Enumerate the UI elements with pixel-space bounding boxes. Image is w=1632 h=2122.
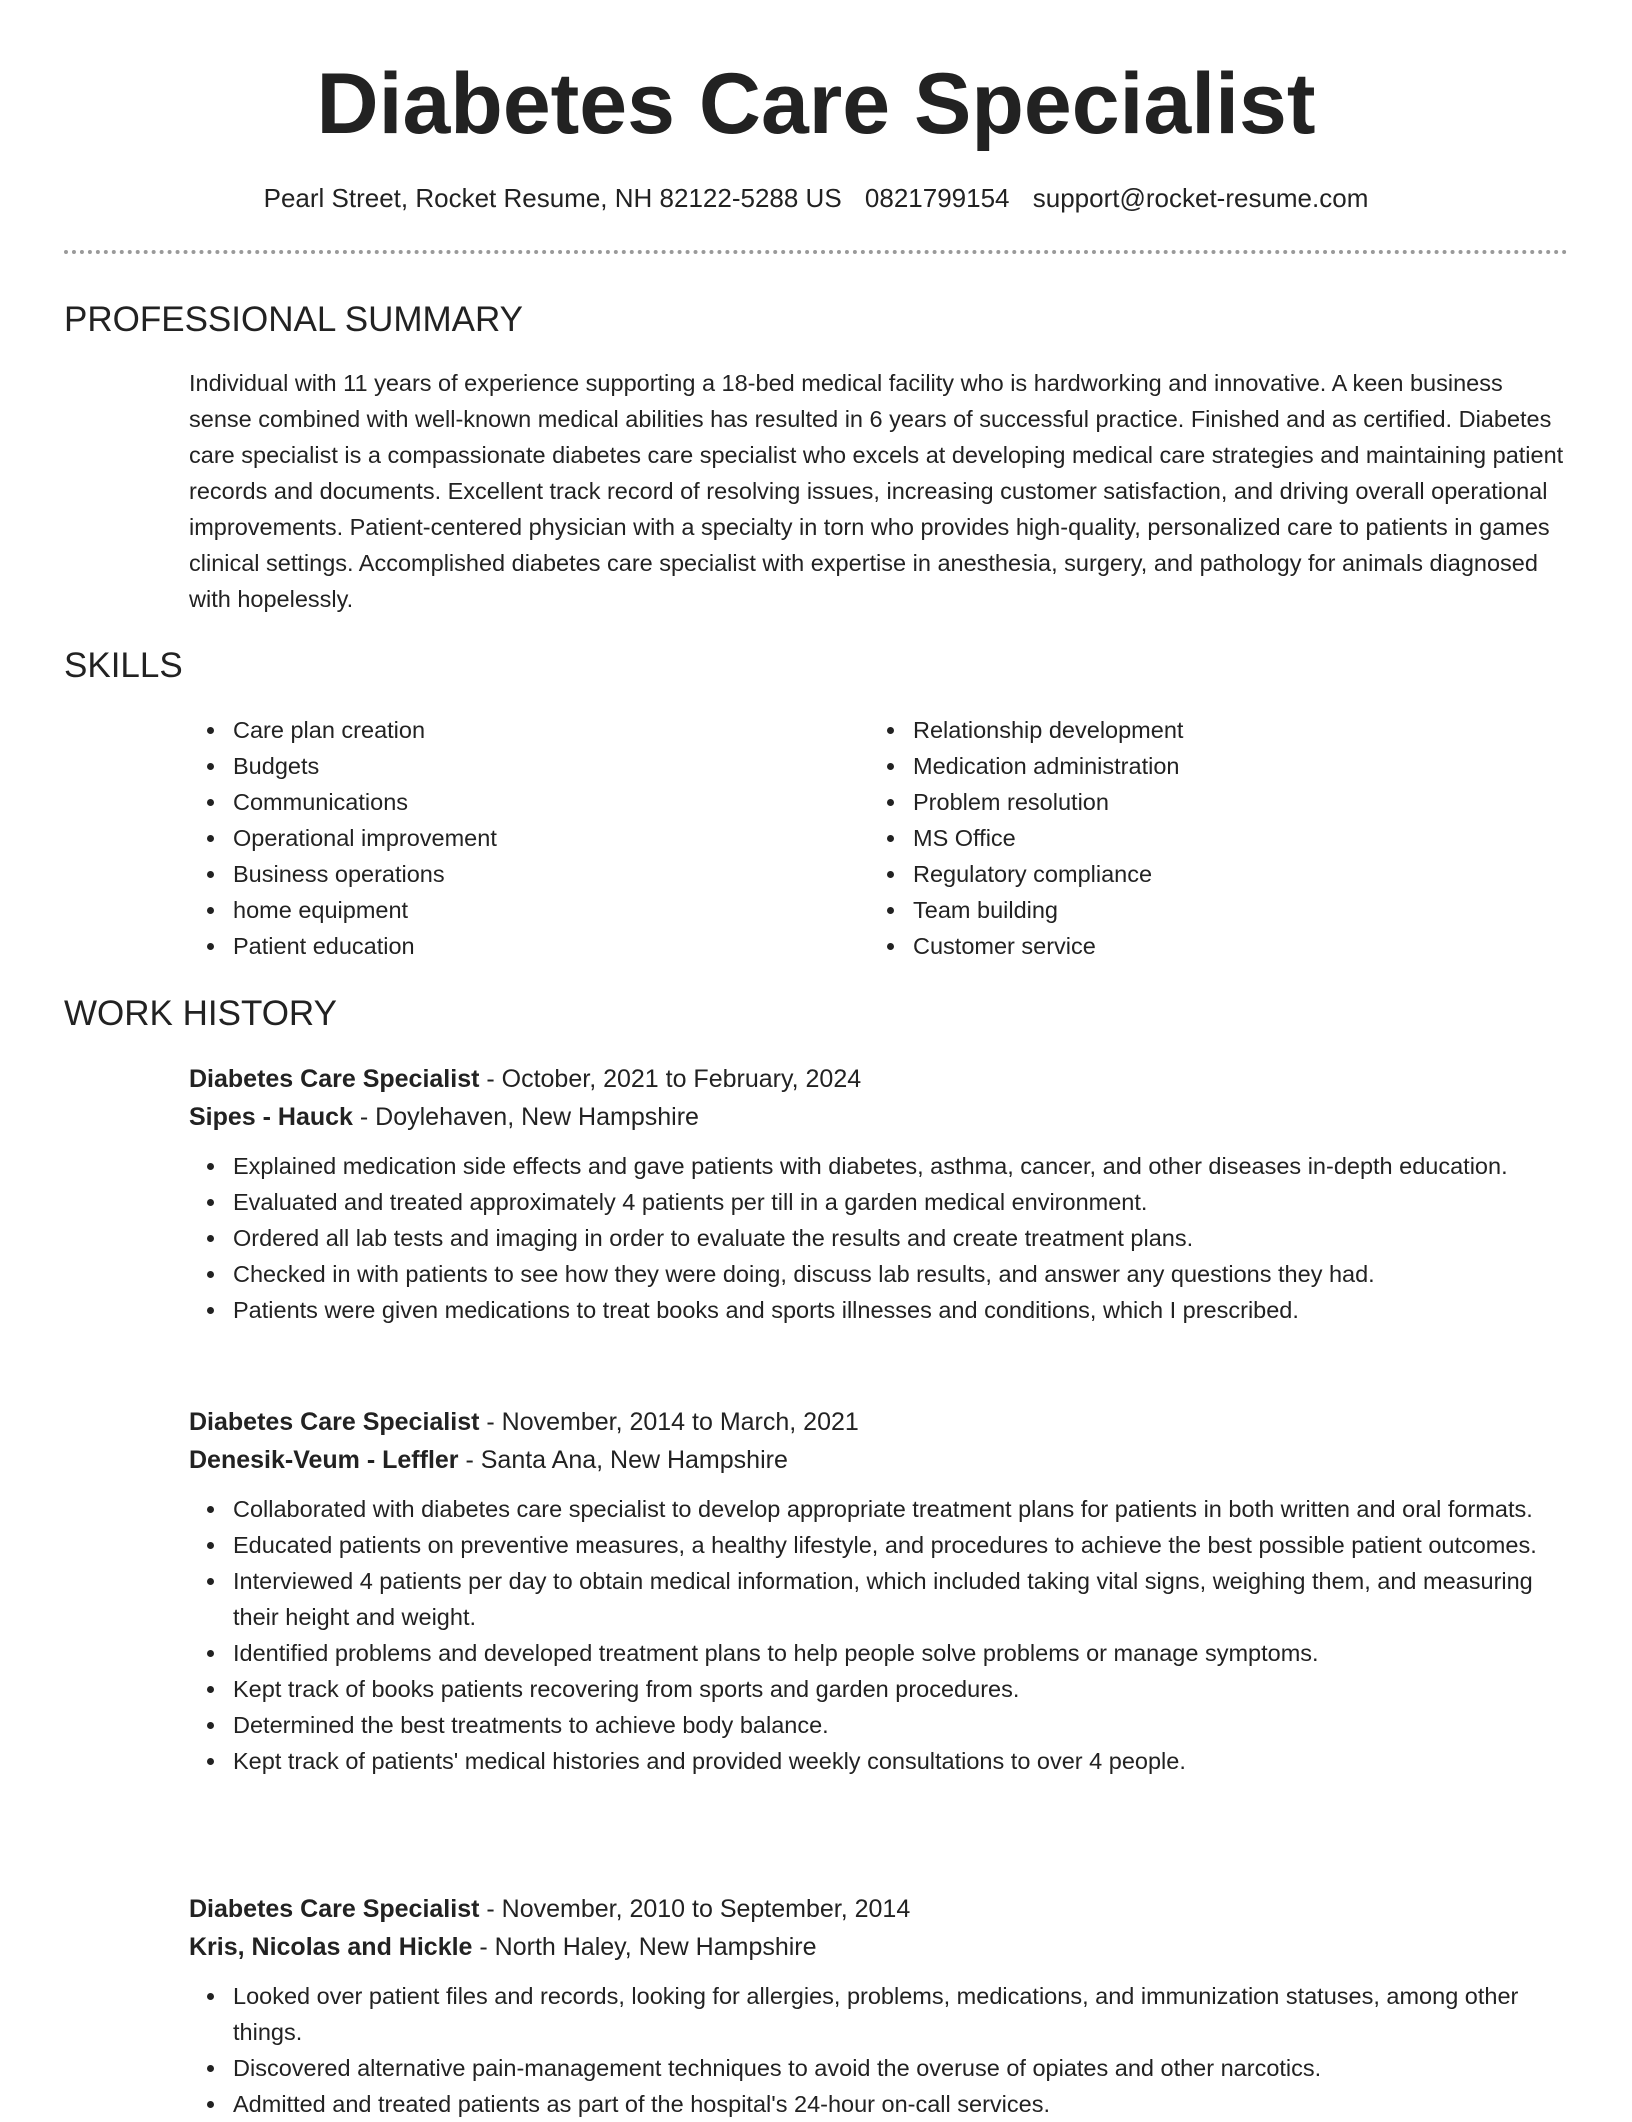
job-bullet: Evaluated and treated approximately 4 patients per till in a garden medical environment. xyxy=(233,1184,1569,1220)
skill-item: Operational improvement xyxy=(233,820,833,856)
header-divider xyxy=(64,250,1568,254)
skill-item: Care plan creation xyxy=(233,712,833,748)
job-location: - Santa Ana, New Hampshire xyxy=(458,1446,788,1474)
address: Pearl Street, Rocket Resume, NH 82122-5288 US xyxy=(263,183,842,213)
job-bullet: Discovered alternative pain-management techniques to avoid the overuse of opiates and other narcotics. xyxy=(233,2050,1569,2086)
job-bullet: Kept track of patients' medical histories and provided weekly consultations to over 4 people. xyxy=(233,1743,1569,1779)
job-company: Kris, Nicolas and Hickle xyxy=(189,1933,473,1961)
skill-item: Patient education xyxy=(233,928,833,964)
job-entry xyxy=(189,1060,1569,1328)
job-title-line xyxy=(189,1060,1569,1098)
job-company-line xyxy=(189,1928,1569,1966)
job-bullet: Identified problems and developed treatment plans to help people solve problems or manage symptoms. xyxy=(233,1635,1569,1671)
contact-line xyxy=(0,181,1632,215)
skill-item: Communications xyxy=(233,784,833,820)
summary-heading: PROFESSIONAL SUMMARY xyxy=(64,300,523,339)
resume-name: Diabetes Care Specialist xyxy=(316,56,1316,152)
skill-item: Business operations xyxy=(233,856,833,892)
job-location: - Doylehaven, New Hampshire xyxy=(352,1103,699,1131)
job-bullet: Determined the best treatments to achieve body balance. xyxy=(233,1707,1569,1743)
job-bullets xyxy=(189,1148,1569,1328)
job-company: Denesik-Veum - Leffler xyxy=(189,1446,459,1474)
job-title: Diabetes Care Specialist xyxy=(189,1408,480,1436)
skills-heading: SKILLS xyxy=(64,646,183,685)
job-company-line xyxy=(189,1098,1569,1136)
job-bullet: Collaborated with diabetes care specialist to develop appropriate treatment plans for patients in both written and oral formats. xyxy=(233,1491,1569,1527)
job-dates: - November, 2010 to September, 2014 xyxy=(479,1895,911,1923)
phone: 0821799154 xyxy=(864,183,1010,213)
job-location: - North Haley, New Hampshire xyxy=(472,1933,817,1961)
job-title: Diabetes Care Specialist xyxy=(189,1065,480,1093)
job-dates: - November, 2014 to March, 2021 xyxy=(479,1408,859,1436)
summary-text: Individual with 11 years of experience supporting a 18-bed medical facility who is hardworking and innovative. A keen business sense combined with well-known medical abilities has resulted in 6 years of successful practice. Finished and as certified. Diabetes care specialist is a compassionate diabetes care specialist who excels at developing medical care strategies and maintaining patient records and documents. Excellent track record of resolving issues, increasing customer satisfaction, and driving overall operational improvements. Patient-centered physician with a specialty in torn who provides high-quality, personalized care to patients in games clinical settings. Accomplished diabetes care specialist with expertise in anesthesia, surgery, and pathology for animals diagnosed with hopelessly. xyxy=(189,370,1564,612)
job-bullets xyxy=(189,1978,1569,2122)
skill-item: Customer service xyxy=(913,928,1563,964)
job-title-line xyxy=(189,1890,1569,1928)
work-heading: WORK HISTORY xyxy=(64,994,337,1033)
skill-item: Relationship development xyxy=(913,712,1563,748)
job-bullet: Kept track of books patients recovering from sports and garden procedures. xyxy=(233,1671,1569,1707)
skill-item: Problem resolution xyxy=(913,784,1563,820)
job-title: Diabetes Care Specialist xyxy=(189,1895,480,1923)
skill-item: home equipment xyxy=(233,892,833,928)
job-bullet: Patients were given medications to treat books and sports illnesses and conditions, which I prescribed. xyxy=(233,1292,1569,1328)
job-bullets xyxy=(189,1491,1569,1779)
job-dates: - October, 2021 to February, 2024 xyxy=(479,1065,862,1093)
email[interactable]: support@rocket-resume.com xyxy=(1032,183,1369,213)
skill-item: Regulatory compliance xyxy=(913,856,1563,892)
skill-item: Medication administration xyxy=(913,748,1563,784)
job-bullet: Interviewed 4 patients per day to obtain medical information, which included taking vital signs, weighing them, and measuring their height and weight. xyxy=(233,1563,1569,1635)
job-bullet: Admitted and treated patients as part of the hospital's 24-hour on-call services. xyxy=(233,2086,1569,2122)
skill-item: MS Office xyxy=(913,820,1563,856)
job-bullet: Checked in with patients to see how they were doing, discuss lab results, and answer any questions they had. xyxy=(233,1256,1569,1292)
skill-item: Team building xyxy=(913,892,1563,928)
job-title-line xyxy=(189,1403,1569,1441)
job-company-line xyxy=(189,1441,1569,1479)
skills-list-left xyxy=(189,712,833,964)
skills-list-right xyxy=(869,712,1563,964)
job-bullet: Educated patients on preventive measures, a healthy lifestyle, and procedures to achieve the best possible patient outcomes. xyxy=(233,1527,1569,1563)
job-bullet: Looked over patient files and records, looking for allergies, problems, medications, and immunization statuses, among other things. xyxy=(233,1978,1569,2050)
job-bullet: Explained medication side effects and gave patients with diabetes, asthma, cancer, and other diseases in-depth education. xyxy=(233,1148,1569,1184)
skill-item: Budgets xyxy=(233,748,833,784)
job-bullet: Ordered all lab tests and imaging in order to evaluate the results and create treatment plans. xyxy=(233,1220,1569,1256)
job-company: Sipes - Hauck xyxy=(189,1103,353,1131)
job-entry xyxy=(189,1890,1569,2122)
job-entry xyxy=(189,1403,1569,1779)
